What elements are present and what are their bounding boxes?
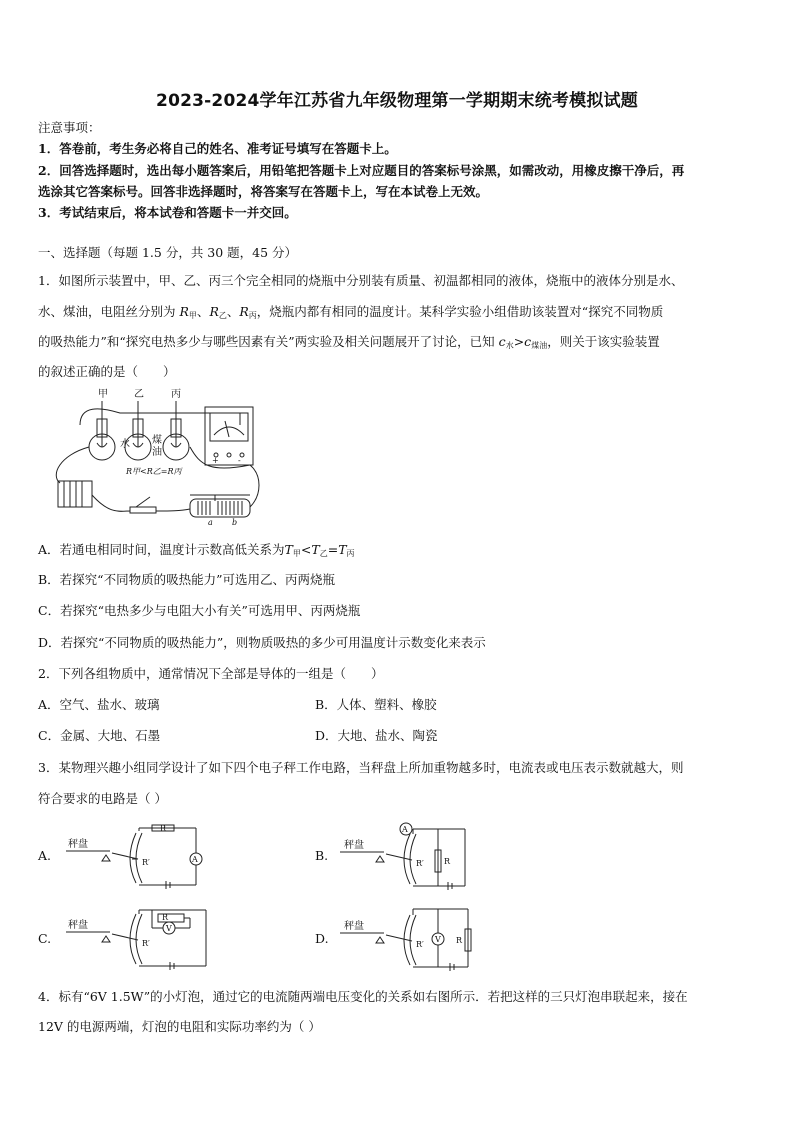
q1-heat-relation: $c_水>c_{煤油}$ xyxy=(498,334,548,350)
q3-b-r-label: R xyxy=(444,857,451,866)
q2-option-b[interactable]: B．人体、塑料、橡胶 xyxy=(315,697,437,712)
q3-line2: 符合要求的电路是（ ） xyxy=(38,791,167,806)
notice-item-2: 2．回答选择题时，选出每小题答案后，用铅笔把答题卡上对应题目的答案标号涂黑，如需改动，用橡皮擦干净后，再 xyxy=(38,163,685,178)
q1-fig-label-minus: - xyxy=(238,456,241,465)
q2-stem: 2．下列各组物质中，通常情况下全部是导体的一组是（ ） xyxy=(38,666,384,681)
q3-a-ammeter-label: A xyxy=(192,855,198,864)
q3-a-r-label: R xyxy=(160,824,167,833)
q3-option-a-letter[interactable]: A. xyxy=(38,848,52,863)
q1-option-c[interactable]: C．若探究“电热多少与电阻大小有关”可选用甲、丙两烧瓶 xyxy=(38,603,361,618)
q1-fig-label-bing: 丙 xyxy=(171,389,181,400)
page-title: 2023-2024学年江苏省九年级物理第一学期期末统考模拟试题 xyxy=(156,91,638,111)
q1-fig-label-kerosene-2: 油 xyxy=(152,447,162,458)
q3-d-voltmeter-label: V xyxy=(435,935,441,944)
q2-option-c[interactable]: C．金属、大地、石墨 xyxy=(38,728,161,743)
q1-fig-label-plus: + xyxy=(212,456,219,465)
q3-option-b-letter[interactable]: B. xyxy=(315,848,329,863)
q3-b-rp-label: R′ xyxy=(416,859,424,868)
q1-line4: 的叙述正确的是（ ） xyxy=(38,364,176,379)
q3-a-pan-label: 秤盘 xyxy=(68,839,88,850)
q1-option-b[interactable]: B．若探究“不同物质的吸热能力”可选用乙、丙两烧瓶 xyxy=(38,572,335,587)
q4-line1: 4．标有“6V 1.5W”的小灯泡，通过它的电流随两端电压变化的关系如右图所示．若把这样的三只灯泡串联起来，接在 xyxy=(38,989,688,1004)
q3-c-r-label: R xyxy=(162,913,169,922)
q4-line2: 12V 的电源两端，灯泡的电阻和实际功率约为（ ） xyxy=(38,1019,321,1034)
q1-line2-a: 水、煤油，电阻丝分别为 xyxy=(38,304,176,319)
q3-d-rp-label: R′ xyxy=(416,940,424,949)
notice-item-2-cont: 选涂其它答案标号。回答非选择题时，将答案写在答题卡上，写在本试卷上无效。 xyxy=(38,184,489,199)
q1-line3-a: 的吸热能力”和“探究电热多少与哪些因素有关”两实验及相关问题展开了讨论，已知 xyxy=(38,334,495,349)
q1-line2-b: ，烧瓶内都有相同的温度计。某科学实验小组借助该装置对“探究不同物质 xyxy=(256,304,664,319)
q2-option-d[interactable]: D．大地、盐水、陶瓷 xyxy=(315,728,438,743)
q1-option-a[interactable] xyxy=(38,541,355,563)
q3-circuit-a xyxy=(66,823,216,889)
q2-option-a[interactable]: A．空气、盐水、玻璃 xyxy=(38,697,160,712)
q3-b-pan-label: 秤盘 xyxy=(344,840,364,851)
q3-circuit-b xyxy=(340,822,475,890)
q1-resistors: $R_甲$、$R_乙$、$R_丙$ xyxy=(179,304,257,320)
q1-fig-label-jia: 甲 xyxy=(98,389,108,400)
q3-c-pan-label: 秤盘 xyxy=(68,920,88,931)
q3-d-pan-label: 秤盘 xyxy=(344,921,364,932)
notice-item-3: 3．考试结束后，将本试卷和答题卡一并交回。 xyxy=(38,205,297,220)
q1-option-a-formula: $T_甲<T_乙=T_丙$ xyxy=(284,542,355,558)
q1-line3 xyxy=(38,333,660,355)
notice-heading: 注意事项： xyxy=(38,120,101,135)
q3-a-rp-label: R′ xyxy=(142,858,150,867)
q1-fig-label-kerosene-1: 煤 xyxy=(152,435,162,446)
q1-line3-b: ，则关于该实验装置 xyxy=(547,334,660,349)
q3-b-ammeter-label: A xyxy=(402,825,408,834)
q3-option-c-letter[interactable]: C. xyxy=(38,931,52,946)
q3-option-d-letter[interactable]: D. xyxy=(315,931,329,946)
q3-circuit-d xyxy=(340,903,475,973)
q3-d-r-label: R xyxy=(456,936,463,945)
q3-line1: 3．某物理兴趣小组同学设计了如下四个电子秤工作电路，当秤盘上所加重物越多时，电流表或电压表示数就越大，则 xyxy=(38,760,684,775)
q1-fig-label-relation: R甲<R乙=R丙 xyxy=(126,467,182,476)
q1-fig-label-yi: 乙 xyxy=(134,389,144,400)
q1-apparatus-figure xyxy=(40,385,270,527)
q1-option-d[interactable]: D．若探究“不同物质的吸热能力”，则物质吸热的多少可用温度计示数变化来表示 xyxy=(38,635,486,650)
q1-option-a-text: A．若通电相同时间，温度计示数高低关系为 xyxy=(38,542,285,557)
section-heading: 一、选择题（每题 1.5 分，共 30 题，45 分） xyxy=(38,245,298,260)
notice-item-1: 1．答卷前，考生务必将自己的姓名、准考证号填写在答题卡上。 xyxy=(38,141,397,156)
q3-c-rp-label: R′ xyxy=(142,939,150,948)
q1-fig-label-b: b xyxy=(232,518,238,527)
q3-c-voltmeter-label: V xyxy=(166,924,172,933)
q1-fig-label-a: a xyxy=(208,518,213,527)
q1-fig-label-water: 水 xyxy=(120,439,130,450)
q3-circuit-c xyxy=(66,906,216,972)
q1-line2 xyxy=(38,303,663,325)
q1-line1: 1．如图所示装置中，甲、乙、丙三个完全相同的烧瓶中分别装有质量、初温都相同的液体，烧瓶中的液体分别是水、 xyxy=(38,273,684,288)
